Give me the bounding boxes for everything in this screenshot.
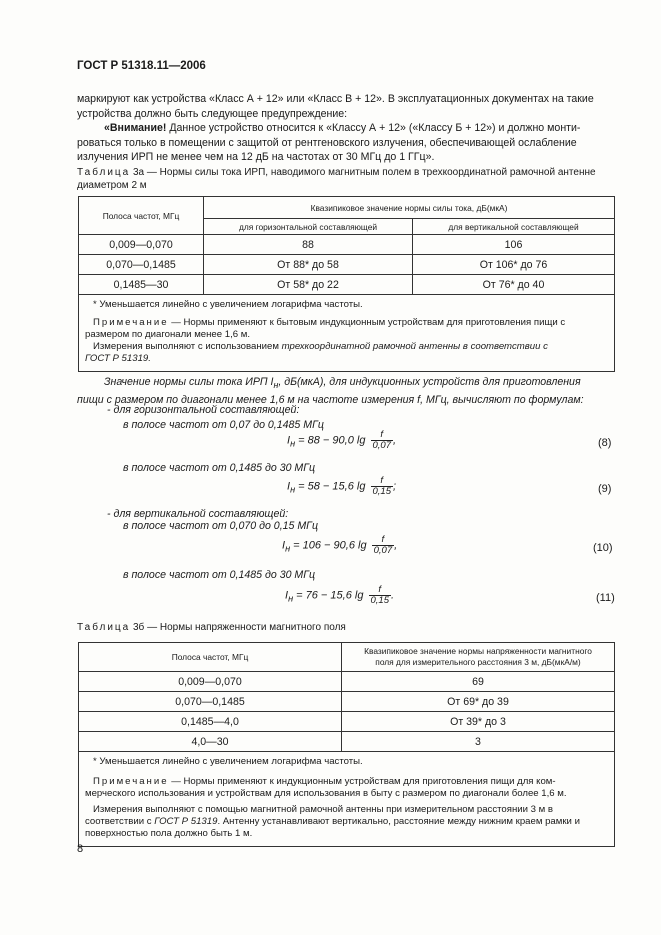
table-row — [79, 732, 615, 752]
table-3a-note-line-2: размером по диагонали менее 1,6 м. — [85, 329, 251, 340]
formula-10-lhs: I — [282, 539, 286, 552]
formula-8-denominator: 0,07 — [372, 440, 391, 451]
formula-11-numerator: f — [378, 584, 382, 595]
formula-9-lhs: I — [287, 480, 291, 493]
table-3a-meas-italic: трехкоординатной рамочной антенны в соответствии с — [281, 341, 548, 352]
formula-10-denominator: 0,07 — [373, 545, 393, 556]
warning-line-2: роваться только в помещении с защитой от рентгеновского излучения, обеспечивающей ослабление — [77, 136, 577, 149]
formula-9-tail: ; — [393, 480, 397, 493]
formula-11-lhs: I — [285, 589, 289, 602]
formula-intro-sub: н — [273, 380, 279, 391]
table-3b-freq: 0,070—0,1485 — [79, 692, 342, 712]
table-3a-caption-line-2: диаметром 2 м — [77, 180, 147, 191]
table-3a-freq: 0,009—0,070 — [79, 235, 204, 255]
table-3b-freq: 4,0—30 — [79, 732, 342, 752]
warning-line-3: излучения ИРП не менее чем на 12 дБ на частотах от 30 МГц до 1 ГГц». — [77, 151, 435, 163]
table-3b-value: 69 — [342, 672, 615, 692]
formula-intro-line-2: пищи с размером по диагонали менее 1,6 м на частоте измерения f, МГц, вычисляют по формулам: — [77, 393, 584, 406]
formula-11-sub: н — [288, 593, 294, 604]
page-number: 8 — [77, 843, 84, 855]
table-3b-note-line-2: мерческого использования и устройствам для использования в быту с размером по диагонали более 1,6 м. — [85, 788, 567, 799]
intro-paragraph — [77, 92, 615, 165]
table-3b-head-freq: Полоса частот, МГц — [79, 643, 342, 672]
table-3a-caption-text: 3а — Нормы силы тока ИРП, наводимого магнитным полем в трехкоординатной рамочной антенне — [130, 167, 596, 178]
table-3b-meas-text-c: . Антенну устанавливают вертикально, расстояние между нижним краем рамки и — [217, 816, 580, 827]
intro-line-1: маркируют как устройства «Класс А + 12» или «Класс В + 12». В эксплуатационных документах на такие — [77, 93, 594, 105]
formula-8-rhs: = 88 − 90,0 lg — [295, 434, 369, 447]
formula-intro-rest: , дБ(мкА), для индукционных устройств для приготовления — [278, 376, 581, 388]
table-3a-freq: 0,1485—30 — [79, 275, 204, 295]
table-3a-caption-line-1 — [77, 166, 615, 179]
table-3b-freq: 0,1485—4,0 — [79, 712, 342, 732]
equation-number-11: (11) — [596, 592, 615, 604]
table-row — [79, 235, 615, 255]
table-3a-caption-label: Таблица — [77, 167, 131, 178]
table-3b-caption-label: Таблица — [77, 622, 131, 633]
formula-intro-text: Значение нормы силы тока ИРП I — [104, 376, 274, 388]
table-3a-meas-line-1 — [93, 341, 608, 353]
formula-intro-line-1 — [77, 375, 615, 393]
table-row — [79, 672, 615, 692]
table-3a-h: 88 — [204, 235, 413, 255]
table-3a-meas-line-2: ГОСТ Р 51319. — [85, 353, 151, 364]
table-3a-head-group: Квазипиковое значение нормы силы тока, дБ(мкА) — [204, 197, 615, 219]
range-2-label: в полосе частот от 0,1485 до 30 МГц — [123, 462, 316, 474]
formula-10-rhs: = 106 − 90,6 lg — [290, 539, 370, 552]
table-3a-note-label: Примечание — [93, 317, 169, 328]
table-3b-note-label: Примечание — [93, 776, 169, 787]
formula-9-numerator: f — [380, 475, 384, 486]
formula-9-sub: н — [290, 484, 296, 495]
table-row — [79, 255, 615, 275]
table-row — [79, 275, 615, 295]
table-3b-head-value-line-2: поля для измерительного расстояния 3 м, дБ(мкА/м) — [375, 657, 581, 667]
range-4-label: в полосе частот от 0,1485 до 30 МГц — [123, 569, 316, 581]
warning-line-1 — [77, 121, 615, 136]
formula-10-tail: , — [394, 539, 398, 552]
range-1-label: в полосе частот от 0,07 до 0,1485 МГц — [123, 419, 324, 431]
table-3b-caption — [77, 621, 615, 634]
table-3b — [78, 642, 615, 847]
table-3a-h: От 58* до 22 — [204, 275, 413, 295]
table-row — [79, 692, 615, 712]
table-3b-value: От 39* до 3 — [342, 712, 615, 732]
table-3b-meas-italic: ГОСТ Р 51319 — [154, 816, 218, 827]
table-3b-footnote: * Уменьшается линейно с увеличением логарифма частоты. — [93, 756, 363, 767]
table-3b-freq: 0,009—0,070 — [79, 672, 342, 692]
formula-11 — [285, 585, 394, 606]
table-3a-h: От 88* до 58 — [204, 255, 413, 275]
table-3b-caption-text: 3б — Нормы напряженности магнитного поля — [130, 622, 346, 633]
table-3a-v: 106 — [413, 235, 615, 255]
table-row — [79, 712, 615, 732]
formula-8-sub: н — [290, 438, 296, 449]
formula-11-tail: . — [391, 589, 395, 602]
table-3b-head-value — [342, 643, 615, 672]
table-3a-note-text: — Нормы применяют к бытовым индукционным устройствам для приготовления пищи с — [168, 317, 566, 328]
formula-8-numerator: f — [380, 429, 384, 440]
table-3a-v: От 106* до 76 — [413, 255, 615, 275]
table-3b-value: От 69* до 39 — [342, 692, 615, 712]
formula-intro — [77, 375, 615, 407]
formula-8-lhs: I — [287, 434, 291, 447]
formula-11-denominator: 0,15 — [370, 595, 389, 606]
equation-number-8: (8) — [598, 437, 612, 449]
formula-10-sub: н — [285, 543, 291, 554]
table-3b-head-value-line-1: Квазипиковое значение нормы напряженности магнитного — [364, 646, 592, 656]
intro-line-2: устройства должно быть следующее предупреждение: — [77, 107, 348, 120]
table-3a-footnote: * Уменьшается линейно с увеличением логарифма частоты. — [93, 299, 363, 310]
table-3b-meas-line-3: поверхностью пола должно быть 1 м. — [85, 828, 253, 839]
table-3a-head-freq: Полоса частот, МГц — [79, 197, 204, 235]
formula-10-numerator: f — [381, 534, 385, 545]
table-3a-freq: 0,070—0,1485 — [79, 255, 204, 275]
warning-bold: «Внимание! — [104, 122, 167, 134]
table-3a-caption — [77, 166, 615, 192]
equation-number-10: (10) — [593, 542, 613, 554]
warning-text-1: Данное устройство относится к «Классу А + 12» («Классу Б + 12») и должно монти- — [166, 122, 581, 134]
formula-10-fraction — [372, 534, 398, 556]
table-3a-v: От 76* до 40 — [413, 275, 615, 295]
table-3b-notes — [79, 752, 615, 847]
table-3a-head-v: для вертикальной составляющей — [413, 219, 615, 235]
formula-11-fraction — [369, 584, 395, 606]
formula-8-fraction — [371, 429, 397, 451]
range-3-label: в полосе частот от 0,070 до 0,15 МГц — [123, 520, 319, 532]
formula-11-rhs: = 76 − 15,6 lg — [293, 589, 367, 602]
table-3b-value: 3 — [342, 732, 615, 752]
table-3a-head-h: для горизонтальной составляющей — [204, 219, 413, 235]
formula-10 — [282, 535, 397, 556]
table-3b-meas-line-2 — [85, 816, 608, 828]
formula-9-fraction — [371, 475, 397, 497]
table-3b-meas-line-1: Измерения выполняют с помощью магнитной рамочной антенны при измерительном расстоянии 3 м в — [93, 804, 553, 815]
formula-9 — [287, 476, 396, 497]
table-3b-meas-text-a: соответствии с — [85, 816, 155, 827]
table-3a-note-line-1 — [93, 317, 608, 329]
table-3a — [78, 196, 615, 372]
table-3a-meas-text: Измерения выполняют с использованием — [93, 341, 282, 352]
formula-8 — [287, 430, 396, 451]
formula-9-rhs: = 58 − 15,6 lg — [295, 480, 369, 493]
vertical-component-label: - для вертикальной составляющей: — [107, 508, 289, 520]
equation-number-9: (9) — [598, 483, 612, 495]
formula-9-denominator: 0,15 — [372, 486, 391, 497]
formula-8-tail: , — [393, 434, 397, 447]
table-3b-note-line-1 — [93, 776, 608, 788]
table-3b-note-text: — Нормы применяют к индукционным устройствам для приготовления пищи для ком- — [168, 776, 556, 787]
document-header: ГОСТ Р 51318.11—2006 — [77, 60, 206, 72]
table-3a-notes — [79, 295, 615, 372]
horizontal-component-label: - для горизонтальной составляющей: — [107, 404, 300, 416]
